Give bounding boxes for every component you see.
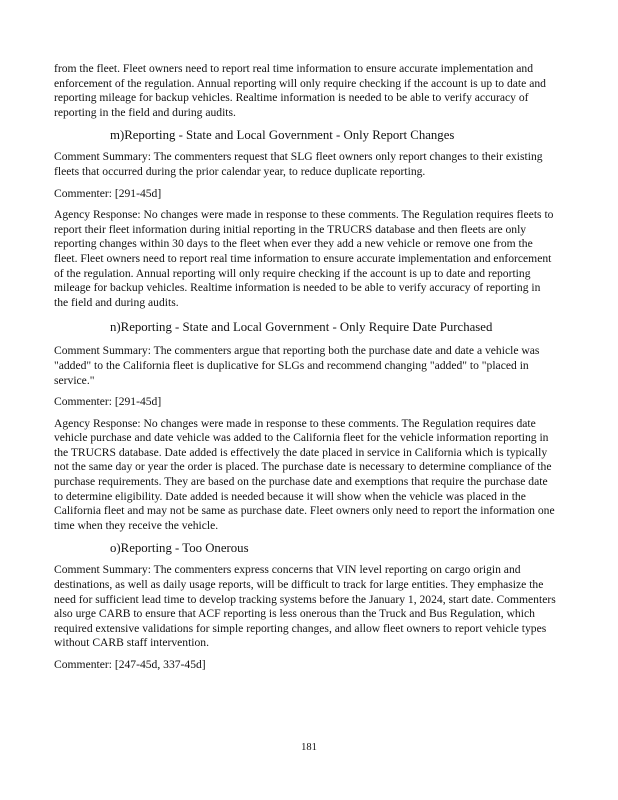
agency-response-n: Agency Response: No changes were made in response to these comments. The Regulation requires date vehicle purchase and date vehicle was added to the California fleet for the vehicle information reporting in the TRUCRS database. Date added is effectively the date placed in service in California which is typically not the same day or year the order is placed. The purchase date is necessary to determine compliance of the purchase requirements. They are based on the purchase date and exemptions that require the purchase date to determine eligibility. Date added is needed because it will show when the vehicle was placed in the California fleet and may not be same as purchase date. Fleet owners only need to report the information one time when they receive the vehicle. <box>54 416 555 532</box>
page-number: 181 <box>301 742 317 753</box>
section-heading-n: n)Reporting - State and Local Government - Only Require Date Purchased <box>110 320 493 335</box>
comment-summary-n: Comment Summary: The commenters argue that reporting both the purchase date and date a vehicle was "added" to the California fleet is duplicative for SLGs and recommend changing "added" to "placed in service." <box>54 344 540 387</box>
document-body <box>54 62 556 673</box>
commenter-n: Commenter: [291-45d] <box>54 395 162 409</box>
section-heading-m: m)Reporting - State and Local Government - Only Report Changes <box>110 128 455 143</box>
comment-summary-m: Comment Summary: The commenters request that SLG fleet owners only report changes to their existing fleets that occurred during the prior calendar year, to reduce duplicate reporting. <box>54 150 543 178</box>
commenter-o: Commenter: [247-45d, 337-45d] <box>54 658 206 671</box>
commenter-m: Commenter: [291-45d] <box>54 186 162 200</box>
comment-summary-o: Comment Summary: The commenters express concerns that VIN level reporting on cargo origin and destinations, as well as daily usage reports, will be difficult to track for large entities. They emphasize the need for sufficient lead time to develop tracking systems before the January 1, 2024, start date. Commenters also urge CARB to ensure that ACF reporting is less onerous than the Truck and Bus Regulation, which required extensive validations for simple reporting changes, and allow fleet owners to report vehicle types without CARB staff intervention. <box>54 563 556 650</box>
section-heading-o: o)Reporting - Too Onerous <box>110 541 249 556</box>
agency-response-m: Agency Response: No changes were made in response to these comments. The Regulation requires fleets to report their fleet information during initial reporting in the TRUCRS database and then fleets are only reporting changes within 30 days to the fleet when ever they add a new vehicle or remove one from the fleet. Fleet owners need to report real time information to ensure accurate implementation and enforcement of the regulation. Annual reporting will only require checking if the account is up to date and reporting mileage for backup vehicles. Realtime information is needed to be able to verify accuracy of reporting in the field and during audits. <box>54 208 554 309</box>
paragraph-fleet-continuation: from the fleet. Fleet owners need to report real time information to ensure accurate implementation and enforcement of the regulation. Annual reporting will only require checking if the account is up to date and reporting mileage for backup vehicles. Realtime information is needed to be able to verify accuracy of reporting in the field and during audits. <box>54 62 546 119</box>
